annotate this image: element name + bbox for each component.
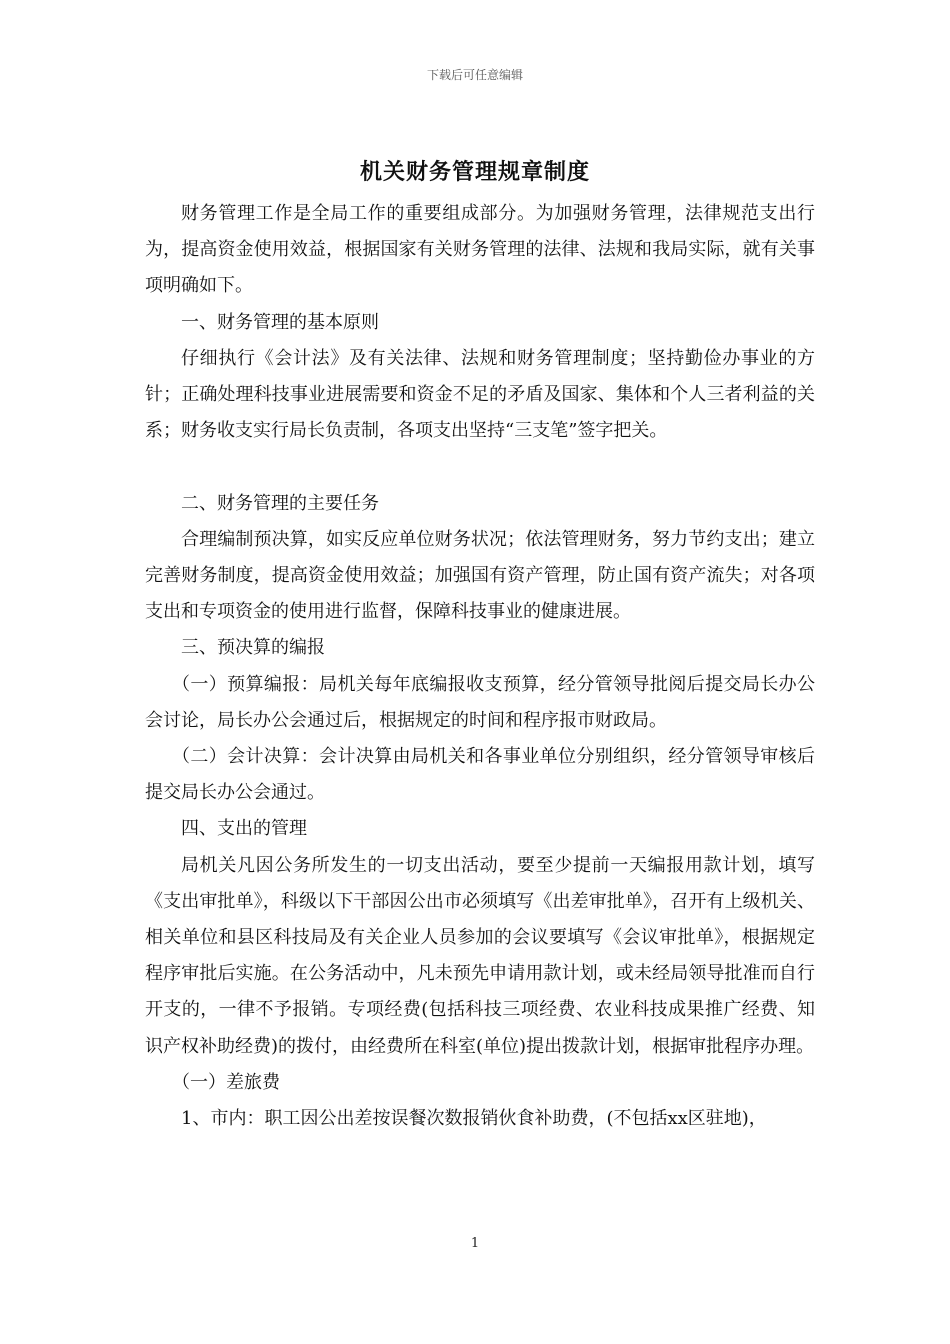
page-number: 1	[470, 1236, 480, 1251]
page-header-note: 下载后可任意编辑	[426, 68, 523, 82]
final-accounts-paragraph: （二）会计决算：会计决算由局机关和各事业单位分别组织，经分管领导审核后提交局长办公会通过。	[145, 746, 815, 804]
section-heading-main-tasks: 二、财务管理的主要任务	[181, 492, 379, 514]
basic-principles-paragraph: 仔细执行《会计法》及有关法律、法规和财务管理制度；坚持勤俭办事业的方针；正确处理科技事业进展需要和资金不足的矛盾及国家、集体和个人三者利益的关系；财务收支实行局长负责制，各项支出坚持“三支笔”签字把关。	[145, 347, 815, 442]
expenditure-paragraph: 局机关凡因公务所发生的一切支出活动，要至少提前一天编报用款计划，填写《支出审批单》，科级以下干部因公出市必须填写《出差审批单》，召开有上级机关、相关单位和县区科技局及有关企业人员参加的会议要填写《会议审批单》，根据规定程序审批后实施。在公务活动中，凡未预先申请用款计划，或未经局领导批准而自行开支的，一律不予报销。专项经费(包括科技三项经费、农业科技成果推广经费、知识产权补助经费)的拨付，由经费所在科室(单位)提出拨款计划，根据审批程序办理。	[145, 854, 815, 1057]
paragraph-gap	[145, 449, 815, 485]
section-heading-expenditure: 四、支出的管理	[181, 818, 307, 840]
subsection-heading-travel: （一）差旅费	[172, 1071, 280, 1093]
document-body	[145, 196, 815, 1137]
main-tasks-paragraph: 合理编制预决算，如实反应单位财务状况；依法管理财务，努力节约支出；建立完善财务制度，提高资金使用效益；加强国有资产管理，防止国有资产流失；对各项支出和专项资金的使用进行监督，保障科技事业的健康进展。	[145, 528, 815, 623]
intro-paragraph: 财务管理工作是全局工作的重要组成部分。为加强财务管理，法律规范支出行为，提高资金使用效益，根据国家有关财务管理的法律、法规和我局实际，就有关事项明确如下。	[145, 203, 815, 297]
document-title: 机关财务管理规章制度	[359, 159, 590, 185]
travel-item-1: 1、市内：职工因公出差按误餐次数报销伙食补助费，(不包括xx区驻地)，	[181, 1108, 767, 1130]
section-heading-basic-principles: 一、财务管理的基本原则	[181, 311, 379, 333]
section-heading-budget: 三、预决算的编报	[181, 637, 325, 659]
budget-preparation-paragraph: （一）预算编报：局机关每年底编报收支预算，经分管领导批阅后提交局长办公会讨论，局长办公会通过后，根据规定的时间和程序报市财政局。	[145, 673, 815, 731]
